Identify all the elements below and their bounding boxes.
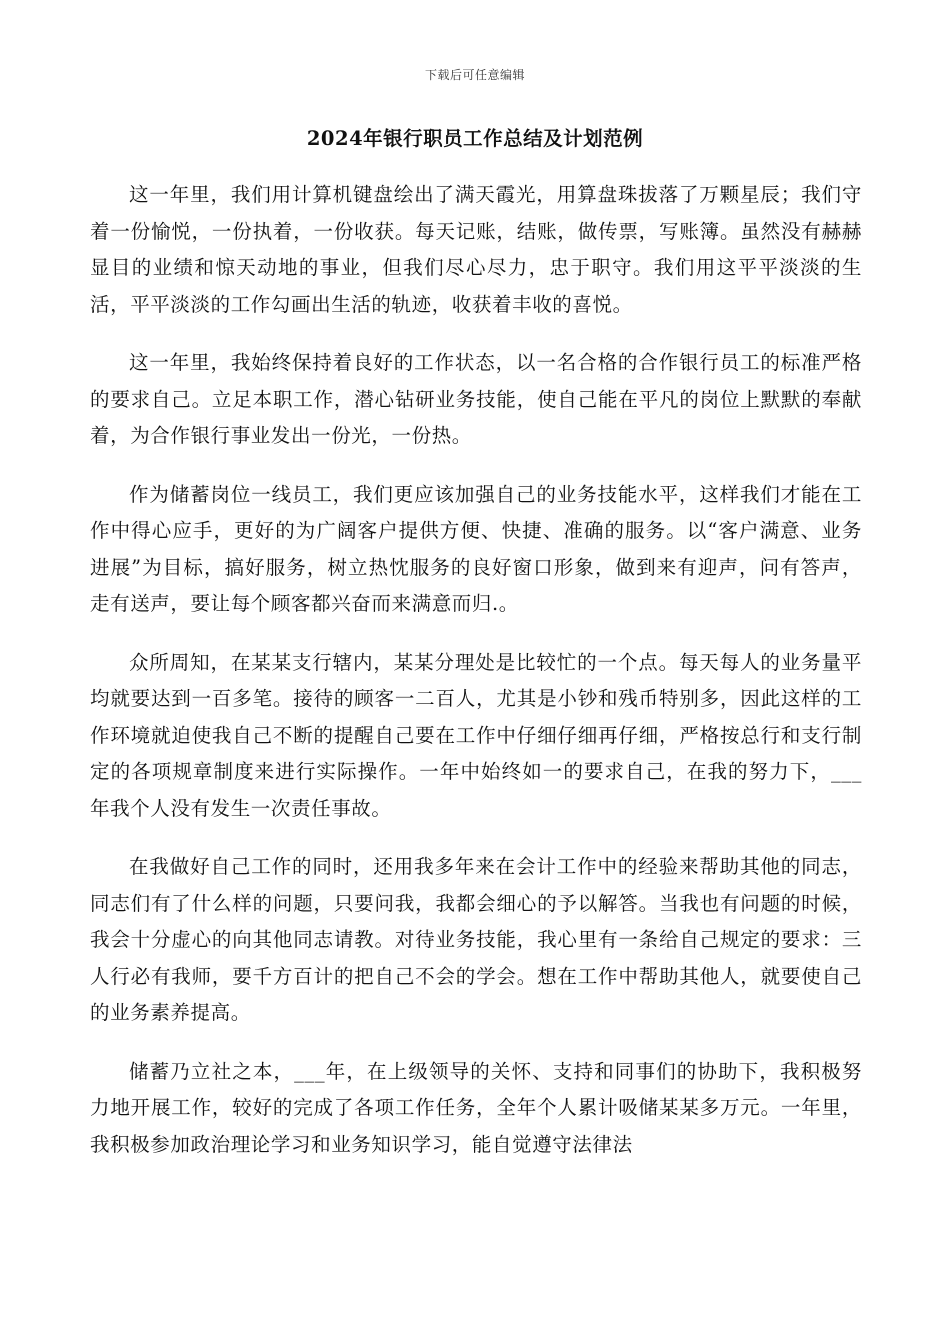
paragraph-4: 众所周知，在某某支行辖内，某某分理处是比较忙的一个点。每天每人的业务量平均就要达到一百多笔。接待的顾客一二百人，尤其是小钞和残币特别多，因此这样的工作环境就迫使我自己不断的提醒自己要在工作中仔细仔细再仔细，严格按总行和支行制定的各项规章制度来进行实际操作。一年中始终如一的要求自己，在我的努力下，___年我个人没有发生一次责任事故。 [90, 650, 862, 820]
paragraph-2: 这一年里，我始终保持着良好的工作状态，以一名合格的合作银行员工的标准严格的要求自己。立足本职工作，潜心钻研业务技能，使自己能在平凡的岗位上默默的奉献着，为合作银行事业发出一份光，一份热。 [90, 351, 862, 447]
document-title: 2024年银行职员工作总结及计划范例 [306, 127, 644, 150]
paragraph-5: 在我做好自己工作的同时，还用我多年来在会计工作中的经验来帮助其他的同志，同志们有了什么样的问题，只要问我，我都会细心的予以解答。当我也有问题的时候，我会十分虚心的向其他同志请教。对待业务技能，我心里有一条给自己规定的要求：三人行必有我师，要千方百计的把自己不会的学会。想在工作中帮助其他人，就要使自己的业务素养提高。 [90, 855, 862, 1024]
paragraph-6: 储蓄乃立社之本，___年，在上级领导的关怀、支持和同事们的协助下，我积极努力地开展工作，较好的完成了各项工作任务，全年个人累计吸储某某多万元。一年里，我积极参加政治理论学习和业务知识学习，能自觉遵守法律法 [90, 1059, 862, 1156]
paragraph-3: 作为储蓄岗位一线员工，我们更应该加强自己的业务技能水平，这样我们才能在工作中得心应手，更好的为广阔客户提供方便、快捷、准确的服务。以“客户满意、业务进展”为目标，搞好服务，树立热忱服务的良好窗口形象，做到来有迎声，问有答声，走有送声，要让每个顾客都兴奋而来满意而归.。 [90, 482, 862, 615]
document-body [90, 177, 862, 1185]
header-note: 下载后可任意编辑 [424, 68, 525, 82]
paragraph-1: 这一年里，我们用计算机键盘绘出了满天霞光，用算盘珠拔落了万颗星辰；我们守着一份愉悦，一份执着，一份收获。每天记账，结账，做传票，写账簿。虽然没有赫赫显目的业绩和惊天动地的事业，但我们尽心尽力，忠于职守。我们用这平平淡淡的生活，平平淡淡的工作勾画出生活的轨迹，收获着丰收的喜悦。 [90, 183, 862, 316]
